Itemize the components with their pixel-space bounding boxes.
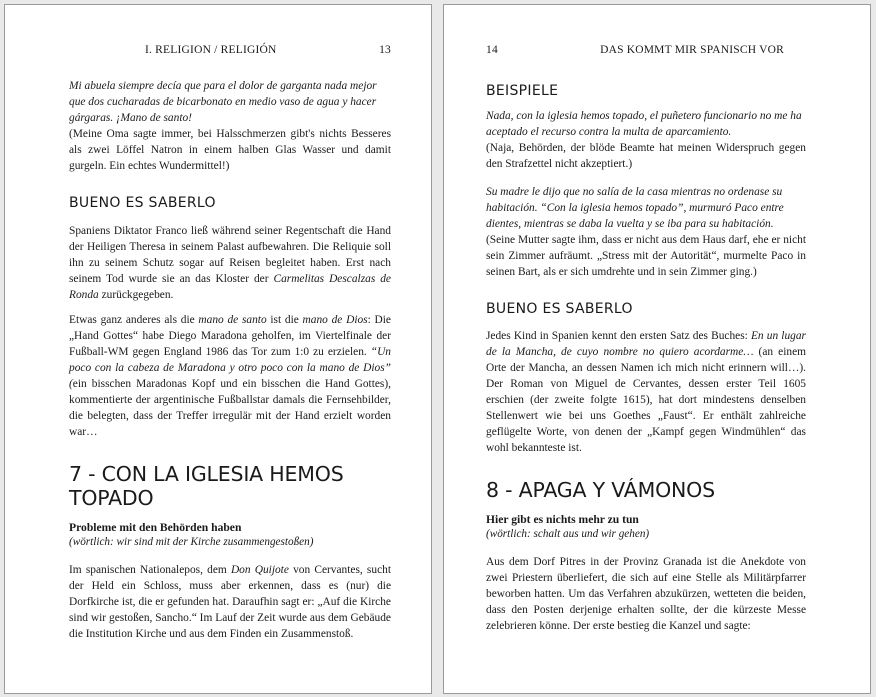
left-page xyxy=(4,4,432,694)
section-heading-bueno: BUENO ES SABERLO xyxy=(486,301,633,317)
chapter-paragraph: Aus dem Dorf Pitres in der Provinz Granada ist die Anekdote von zwei Priestern überliefert, die sich auf eine Stelle als Militärpfarrer beworben hatten. Um das Verfahren abzukürzen, wetteten die beiden, dass den Posten derjenige erhalten sollte, der die kürzeste Messe zelebrieren könne. Der erste bestieg die Kanzel und sagte: xyxy=(486,556,806,632)
example-1-translation: (Naja, Behörden, der blöde Beamte hat meinen Widerspruch gegen den Strafzettel nicht akzeptiert.) xyxy=(486,142,806,170)
example-1-spanish: Nada, con la iglesia hemos topado, el puñetero funcionario no me ha aceptado el recurso contra la multa de aparcamiento. xyxy=(486,110,802,138)
right-page xyxy=(443,4,871,694)
running-head-title: DAS KOMMT MIR SPANISCH VOR xyxy=(600,44,784,56)
section-heading-bueno: BUENO ES SABERLO xyxy=(69,195,216,211)
example-translation: (Meine Oma sagte immer, bei Halsschmerzen gibt's nichts Besseres als zwei Löffel Natron in einem halben Glas Wasser und damit gurgeln. Ein echtes Wundermittel!) xyxy=(69,128,391,172)
chapter-title-7: 7 - CON LA IGLESIA HEMOS TOPADO xyxy=(69,462,344,510)
example-2-translation: (Seine Mutter sagte ihm, dass er nicht aus dem Haus darf, ehe er nicht sein Zimmer aufräumt. „Stress mit der Autorität“, murmelte Paco in seinen Bart, als er sich umdrehte und in sein Zimmer ging.) xyxy=(486,234,806,278)
chapter-subtitle: Hier gibt es nichts mehr zu tun xyxy=(486,513,639,526)
example-spanish: Mi abuela siempre decía que para el dolor de garganta nada mejor que dos cucharadas de bicarbonato en medio vaso de agua y hacer gárgaras. ¡Mano de santo! xyxy=(69,80,377,124)
running-head-left xyxy=(69,43,391,57)
chapter-subtitle: Probleme mit den Behörden haben xyxy=(69,521,242,534)
running-head-title: I. RELIGION / RELIGIÓN xyxy=(145,44,277,56)
chapter-literal: (wörtlich: schalt aus und wir gehen) xyxy=(486,528,650,540)
bueno-paragraph-1: Spaniens Diktator Franco ließ während seiner Regentschaft die Hand der Heiligen Theresa in seinem Palast aufbewahren. Die Reliquie soll ihn zu seinem Schutz sogar auf Reisen begleitet haben. Erst nach seinem Tod wurde sie an das Kloster der Carmelitas Descalzas de Ronda zurückgegeben. xyxy=(69,225,391,301)
example-2-spanish: Su madre le dijo que no salía de la casa mientras no ordenase su habitación. “Con la iglesia hemos topado”, murmuró Paco entre dientes, mientras se daba la vuelta y se iba para su habitación. xyxy=(486,186,784,230)
chapter-paragraph: Im spanischen Nationalepos, dem Don Quijote von Cervantes, sucht der Held ein Schloss, muss aber erkennen, dass es (nur) die Dorfkirche ist, die er gefunden hat. Daraufhin sagt er: „Auf die Kirche sind wir gestoßen, Sancho.“ Im Lauf der Zeit wurde aus dem Gebäude die Institution Kirche und aus dem Finden ein Zusammenstoß. xyxy=(69,564,391,640)
page-number: 14 xyxy=(486,44,498,56)
bueno-paragraph: Jedes Kind in Spanien kennt den ersten Satz des Buches: En un lugar de la Mancha, de cuyo nombre no quiero acordarme… (an einem Orte der Mancha, an dessen Namen ich mich nicht erinnern will…). Der Roman von Miguel de Cervantes, dessen erster Teil 1605 erschien (der zweite folgte 1615), hat dort mindestens denselben Stellenwert wie bei uns Goethes „Faust“. Er enthält zahlreiche geflügelte Worte, von denen der „Kampf gegen Windmühlen“ das wohl bekannteste ist. xyxy=(486,330,807,454)
chapter-title-8: 8 - APAGA Y VÁMONOS xyxy=(486,478,715,502)
running-head-right xyxy=(486,43,806,57)
right-page-content xyxy=(486,43,806,634)
section-heading-beispiele: BEISPIELE xyxy=(486,83,559,99)
page-number: 13 xyxy=(379,44,391,56)
left-page-content xyxy=(69,43,391,642)
bueno-paragraph-2: Etwas ganz anderes als die mano de santo ist die mano de Dios: Die „Hand Gottes“ habe Diego Maradona geholfen, im Viertelfinale der Fußball-WM gegen England 1986 das Tor zum 1:0 zu erzielen. “Un poco con la cabeza de Maradona y otro poco con la mano de Dios” (ein bisschen Maradonas Kopf und ein bisschen die Hand Gottes), kommentierte der argentinische Fußballstar damals die Fernsehbilder, die belegten, dass der Treffer irregulär mit der Hand erzielt worden war… xyxy=(69,314,391,438)
chapter-literal: (wörtlich: wir sind mit der Kirche zusammengestoßen) xyxy=(69,536,314,548)
